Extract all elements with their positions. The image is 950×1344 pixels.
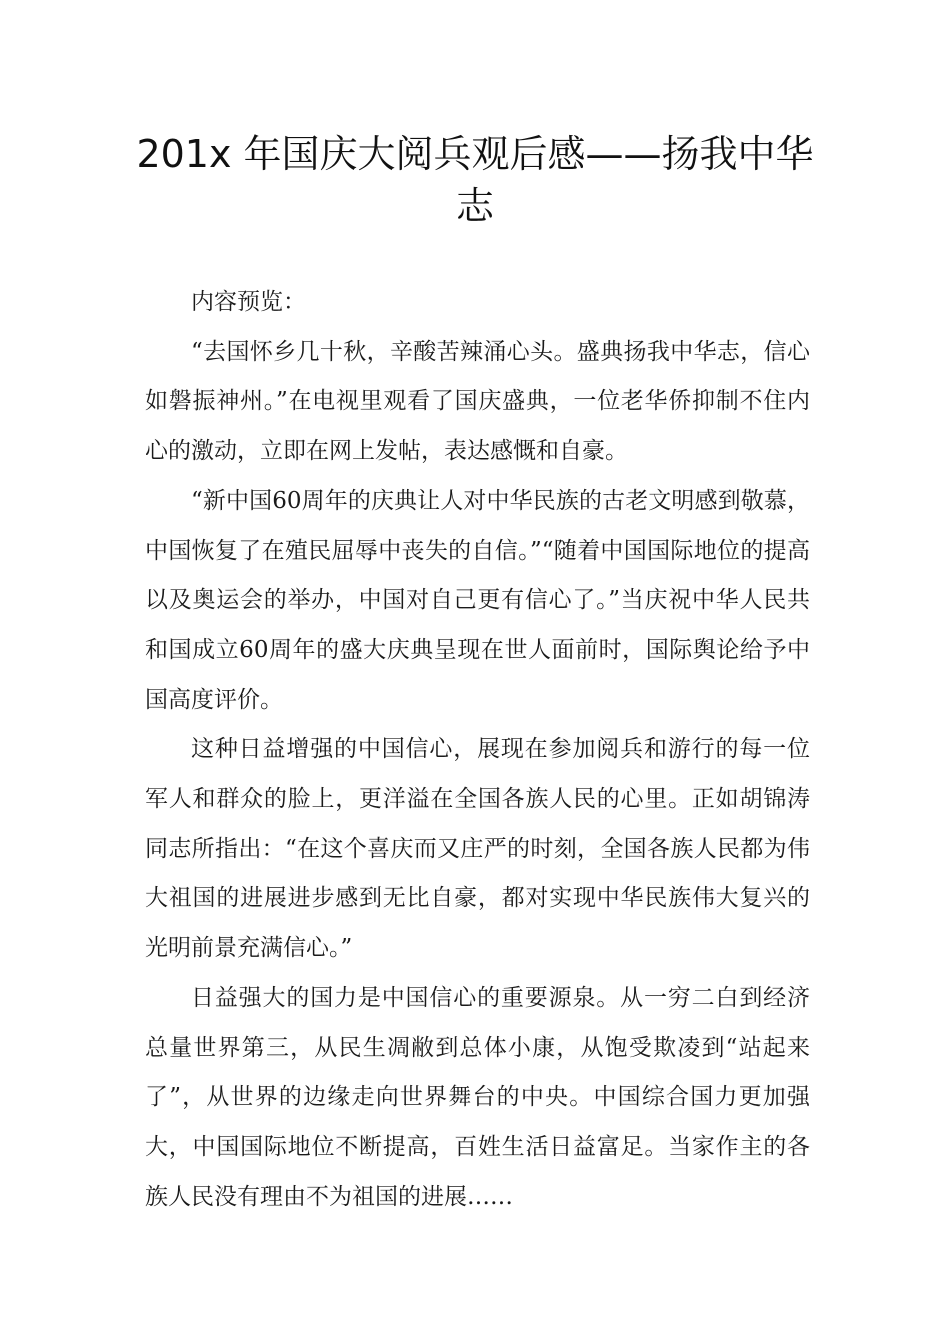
- paragraph: “新中国60周年的庆典让人对中华民族的古老文明感到敬慕，中国恢复了在殖民屈辱中丧失的自信。”“随着中国国际地位的提高以及奥运会的举办，中国对自己更有信心了。”当庆祝中华人民共和国成立60周年的盛大庆典呈现在世人面前时，国际舆论给予中国高度评价。: [145, 487, 810, 713]
- paragraph: 这种日益增强的中国信心，展现在参加阅兵和游行的每一位军人和群众的脸上，更洋溢在全国各族人民的心里。正如胡锦涛同志所指出：“在这个喜庆而又庄严的时刻，全国各族人民都为伟大祖国的进展进步感到无比自豪，都对实现中华民族伟大复兴的光明前景充满信心。”: [145, 736, 810, 962]
- document-body: [145, 278, 810, 1222]
- document-title: 201x 年国庆大阅兵观后感——扬我中华志: [136, 132, 814, 228]
- paragraph: 日益强大的国力是中国信心的重要源泉。从一穷二白到经济总量世界第三，从民生凋敝到总体小康，从饱受欺凌到“站起来了”，从世界的边缘走向世界舞台的中央。中国综合国力更加强大，中国国际地位不断提高，百姓生活日益富足。当家作主的各族人民没有理由不为祖国的进展……: [145, 984, 810, 1210]
- paragraph: “去国怀乡几十秋，辛酸苦辣涌心头。盛典扬我中华志，信心如磐振神州。”在电视里观看了国庆盛典，一位老华侨抑制不住内心的激动，立即在网上发帖，表达感慨和自豪。: [145, 338, 810, 465]
- paragraph-preview-label: 内容预览：: [191, 289, 306, 315]
